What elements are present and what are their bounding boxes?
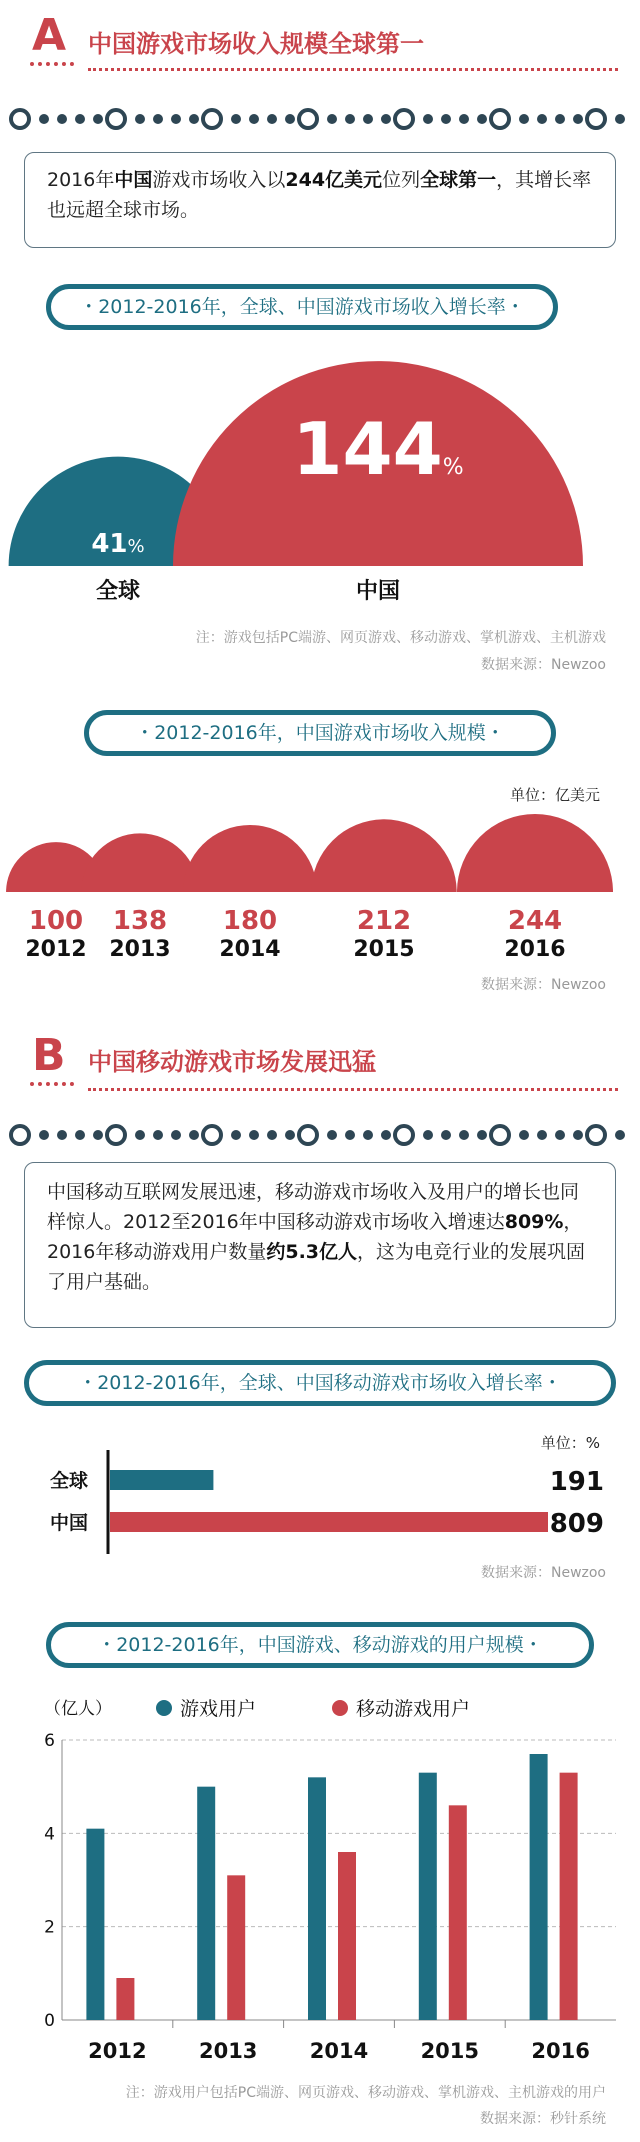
users-chart	[0, 1690, 640, 2080]
legend-label: 移动游戏用户	[356, 1698, 471, 1720]
divider-dot	[39, 114, 49, 124]
divider-dot	[555, 114, 565, 124]
growth-chart-note: 注：游戏包括PC端游、网页游戏、移动游戏、掌机游戏、主机游戏	[195, 630, 606, 646]
divider-dot	[519, 114, 529, 124]
divider-dot	[267, 1130, 277, 1140]
scale-chart-source: 数据来源：Newzoo	[480, 977, 606, 993]
bar-mobile-users	[560, 1773, 578, 2020]
scale-value-label: 138	[112, 906, 168, 936]
divider-dot	[555, 1130, 565, 1140]
section-a-underline	[88, 68, 618, 71]
divider-dot	[153, 1130, 163, 1140]
legend-label: 游戏用户	[180, 1698, 257, 1720]
divider-dot	[615, 114, 625, 124]
divider-ring	[107, 1126, 125, 1144]
scale-semicircle	[311, 819, 456, 892]
divider-dot	[537, 114, 547, 124]
users-chart-note: 注：游戏用户包括PC端游、网页游戏、移动游戏、掌机游戏、主机游戏的用户	[125, 2085, 606, 2101]
y-tick-label: 6	[44, 1731, 55, 1751]
scale-value-label: 212	[356, 906, 412, 936]
divider-dot	[423, 114, 433, 124]
divider-dot	[381, 114, 391, 124]
bar-mobile-users	[338, 1852, 356, 2020]
divider-dot	[345, 1130, 355, 1140]
divider-dot	[441, 1130, 451, 1140]
divider-dot	[93, 114, 103, 124]
scale-year-label: 2015	[353, 937, 415, 962]
divider-ring	[299, 110, 317, 128]
divider-ring	[587, 110, 605, 128]
y-tick-label: 4	[44, 1824, 55, 1845]
hbar-value-label: 191	[549, 1467, 604, 1497]
divider-dot	[231, 1130, 241, 1140]
hbar-category-label: 中国	[49, 1512, 88, 1534]
divider-dot	[171, 114, 181, 124]
growth-value-label: 144%	[292, 407, 464, 491]
divider-dot	[441, 114, 451, 124]
section-a-intro: 2016年中国游戏市场收入以244亿美元位列全球第一，其增长率也远超全球市场。	[24, 152, 616, 248]
hbar-value-label: 809	[549, 1509, 604, 1539]
divider-dot	[519, 1130, 529, 1140]
divider-dot	[75, 1130, 85, 1140]
scale-value-label: 180	[222, 906, 278, 936]
bar-mobile-users	[449, 1805, 467, 2020]
section-a-letter: A	[32, 10, 67, 61]
divider-dot	[249, 1130, 259, 1140]
x-tick-label: 2015	[420, 2039, 480, 2063]
divider-dot	[363, 114, 373, 124]
section-b-intro: 中国移动互联网发展迅速，移动游戏市场收入及用户的增长也同样惊人。2012至2016年中国移动游戏市场收入增速达809%，2016年移动游戏用户数量约5.3亿人，这为电竞行业的发展巩固了用户基础。	[24, 1162, 616, 1328]
divider-dot	[423, 1130, 433, 1140]
x-tick-label: 2014	[309, 2039, 369, 2063]
mobile-growth-chart-unit: 单位：%	[540, 1434, 600, 1452]
divider-dot	[285, 114, 295, 124]
growth-category-label: 中国	[355, 579, 401, 604]
users-chart-source: 数据来源：秒针系统	[480, 2111, 606, 2127]
hbar-bar	[110, 1512, 548, 1532]
y-tick-label: 0	[44, 2011, 55, 2031]
divider-dot	[477, 1130, 487, 1140]
divider-ring	[395, 1126, 413, 1144]
scale-chart-unit: 单位：亿美元	[509, 786, 600, 804]
divider-dot	[135, 114, 145, 124]
users-ylabel: （亿人）	[44, 1699, 112, 1719]
growth-chart-source: 数据来源：Newzoo	[480, 657, 606, 673]
bar-game-users	[86, 1829, 104, 2020]
divider-dot	[171, 1130, 181, 1140]
hbar-category-label: 全球	[49, 1470, 88, 1492]
divider-dot	[363, 1130, 373, 1140]
section-a-divider	[0, 104, 640, 134]
y-tick-label: 2	[44, 1917, 55, 1938]
mobile-growth-chart-title: ・2012-2016年，全球、中国移动游戏市场收入增长率・	[24, 1360, 616, 1406]
divider-dot	[93, 1130, 103, 1140]
bar-mobile-users	[227, 1875, 245, 2020]
divider-dot	[573, 1130, 583, 1140]
divider-dot	[75, 114, 85, 124]
legend-marker-mobile-users	[332, 1700, 348, 1716]
divider-dot	[39, 1130, 49, 1140]
scale-semicircle	[183, 825, 317, 892]
divider-dot	[459, 1130, 469, 1140]
divider-dot	[459, 114, 469, 124]
growth-category-label: 全球	[95, 579, 141, 604]
scale-semicircle	[457, 814, 613, 892]
divider-ring	[107, 110, 125, 128]
x-tick-label: 2012	[88, 2039, 147, 2063]
scale-chart	[0, 800, 640, 970]
scale-value-label: 100	[28, 906, 84, 936]
scale-year-label: 2016	[504, 937, 566, 962]
section-b-title: 中国移动游戏市场发展迅猛	[88, 1048, 376, 1076]
divider-dot	[57, 114, 67, 124]
divider-dot	[327, 1130, 337, 1140]
scale-year-label: 2013	[109, 937, 171, 962]
growth-chart-title: ・2012-2016年，全球、中国游戏市场收入增长率・	[46, 284, 558, 330]
users-chart-title: ・2012-2016年，中国游戏、移动游戏的用户规模・	[46, 1622, 594, 1668]
divider-ring	[203, 1126, 221, 1144]
bar-game-users	[308, 1777, 326, 2020]
divider-dot	[573, 114, 583, 124]
section-a-dots	[30, 62, 74, 74]
section-a-title: 中国游戏市场收入规模全球第一	[88, 30, 424, 58]
scale-year-label: 2014	[219, 937, 281, 962]
growth-value-label: 41%	[91, 529, 145, 559]
bar-game-users	[197, 1787, 215, 2020]
divider-ring	[11, 1126, 29, 1144]
mobile-growth-chart-source: 数据来源：Newzoo	[480, 1565, 606, 1581]
divider-dot	[189, 114, 199, 124]
divider-dot	[327, 114, 337, 124]
divider-ring	[299, 1126, 317, 1144]
divider-ring	[203, 110, 221, 128]
divider-dot	[57, 1130, 67, 1140]
divider-dot	[345, 114, 355, 124]
mobile-growth-chart	[0, 1450, 640, 1560]
divider-ring	[11, 110, 29, 128]
divider-dot	[189, 1130, 199, 1140]
growth-chart	[0, 340, 640, 620]
bar-game-users	[530, 1754, 548, 2020]
divider-ring	[587, 1126, 605, 1144]
divider-dot	[153, 114, 163, 124]
x-tick-label: 2016	[531, 2039, 590, 2063]
section-b-dots	[30, 1082, 74, 1094]
divider-dot	[381, 1130, 391, 1140]
section-b-letter: B	[32, 1030, 66, 1081]
scale-value-label: 244	[507, 906, 563, 936]
scale-year-label: 2012	[25, 937, 87, 962]
divider-ring	[491, 1126, 509, 1144]
divider-dot	[231, 114, 241, 124]
hbar-bar	[110, 1470, 213, 1490]
bar-game-users	[419, 1773, 437, 2020]
legend-marker-game-users	[156, 1700, 172, 1716]
scale-semicircle	[81, 833, 198, 892]
divider-dot	[285, 1130, 295, 1140]
divider-dot	[267, 114, 277, 124]
divider-dot	[249, 114, 259, 124]
bar-mobile-users	[116, 1978, 134, 2020]
section-b-underline	[88, 1088, 618, 1091]
section-b-divider	[0, 1120, 640, 1150]
divider-dot	[615, 1130, 625, 1140]
divider-dot	[477, 114, 487, 124]
divider-dot	[135, 1130, 145, 1140]
divider-ring	[395, 110, 413, 128]
x-tick-label: 2013	[198, 2039, 258, 2063]
divider-ring	[491, 110, 509, 128]
scale-chart-title: ・2012-2016年，中国游戏市场收入规模・	[84, 710, 556, 756]
divider-dot	[537, 1130, 547, 1140]
